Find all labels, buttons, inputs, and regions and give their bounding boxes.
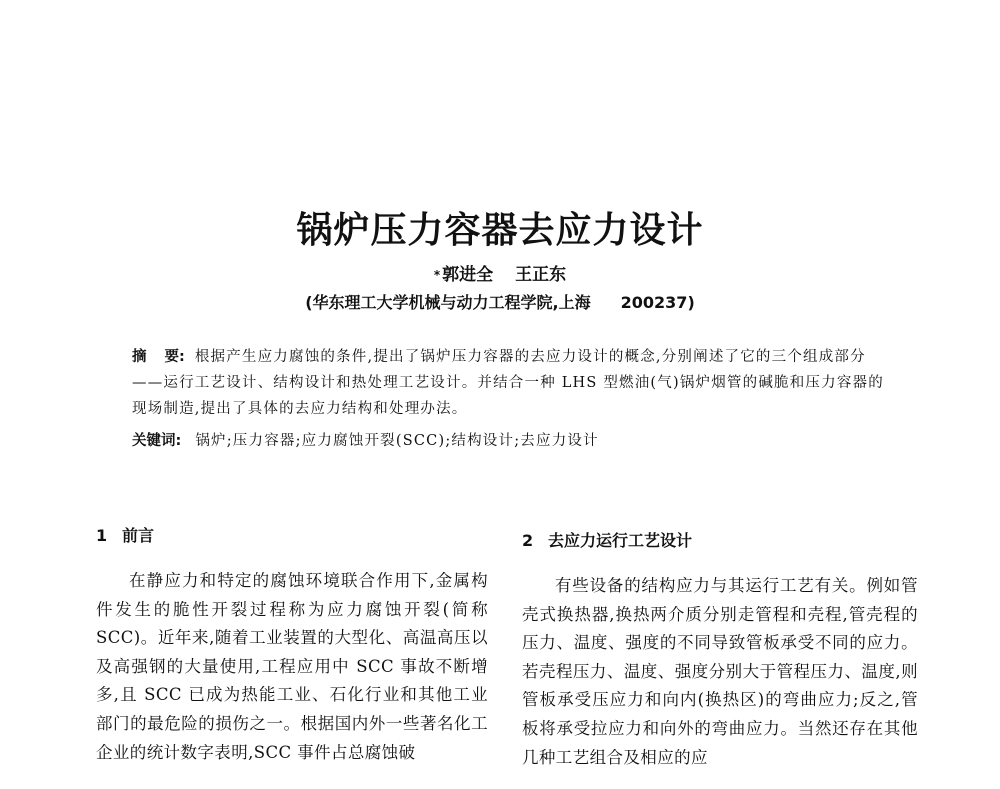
- paper-title: 锅炉压力容器去应力设计: [296, 209, 704, 252]
- author-name: 郭进全: [442, 265, 494, 285]
- author-line: [0, 264, 1000, 286]
- section-body: 有些设备的结构应力与其运行工艺有关。例如管壳式换热器,换热两介质分别走管程和壳程,管壳程的压力、温度、强度的不同导致管板承受不同的应力。若壳程压力、温度、强度分别大于管程压力、温度,则管板承受压应力和向内(换热区)的弯曲应力;反之,管板将承受拉应力和向外的弯曲应力。当然还存在其他几种工艺组合及相应的应: [522, 576, 918, 767]
- section-body: 在静应力和特定的腐蚀环境联合作用下,金属构件发生的脆性开裂过程称为应力腐蚀开裂(简称SCC)。近年来,随着工业装置的大型化、高温高压以及高强钢的大量使用,工程应用中 SCC 事故不断增多,且 SCC 已成为热能工业、石化行业和其他工业部门的最危险的损伤之一。根据国内外一些著名化工企业的统计数字表明,SCC 事件占总腐蚀破: [96, 571, 488, 762]
- abstract-label: [132, 349, 185, 365]
- section-number: 1: [96, 526, 108, 545]
- affiliation-postcode: 200237): [620, 293, 695, 312]
- section-number: 2: [522, 531, 534, 550]
- section-heading: [522, 530, 918, 552]
- column-left: [96, 525, 488, 784]
- abstract-text: 根据产生应力腐蚀的条件,提出了锅炉压力容器的去应力设计的概念,分别阐述了它的三个组成部分——运行工艺设计、结构设计和热处理工艺设计。并结合一种 LHS 型燃油(气)锅炉烟管的碱脆和压力容器的现场制造,提出了具体的去应力结构和处理办法。: [132, 349, 884, 417]
- keywords-label: 关键词:: [132, 433, 182, 449]
- section-heading: [96, 525, 488, 547]
- section-title: 前言: [122, 526, 155, 545]
- corresponding-author-marker: *: [433, 268, 441, 282]
- abstract-label-part: 要:: [164, 349, 185, 365]
- affiliation-name: (华东理工大学机械与动力工程学院,上海: [305, 293, 591, 312]
- keywords-block: [132, 429, 892, 453]
- affiliation-line: [0, 292, 1000, 314]
- section-title: 去应力运行工艺设计: [548, 531, 693, 550]
- keywords-text: 锅炉;压力容器;应力腐蚀开裂(SCC);结构设计;去应力设计: [195, 433, 599, 449]
- column-right: [522, 530, 918, 789]
- abstract-label-part: 摘: [132, 349, 147, 365]
- abstract-block: [132, 344, 892, 422]
- author-name: 王正东: [515, 265, 567, 285]
